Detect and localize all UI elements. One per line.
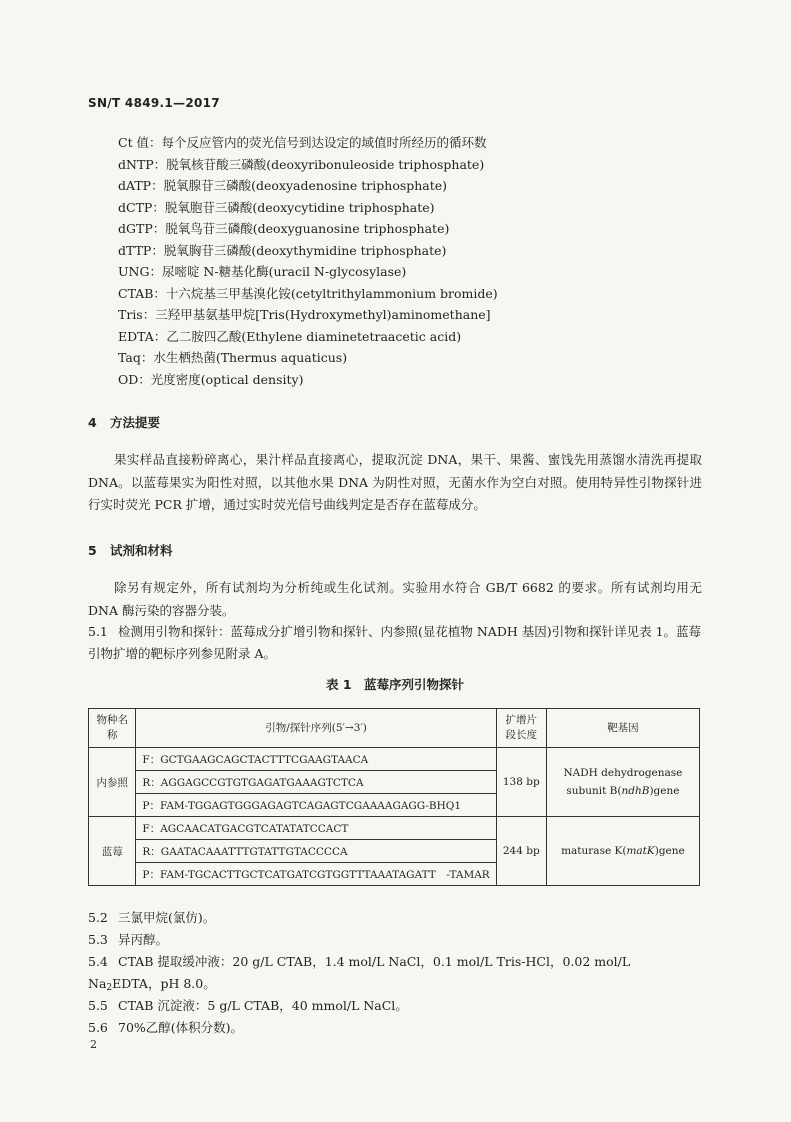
abbr-dctp: dCTP：脱氧胞苷三磷酸(deoxycytidine triphosphate)	[118, 199, 435, 215]
gene-italic: matK	[626, 845, 655, 857]
section-4-heading	[88, 413, 160, 431]
gene-line-2-italic: ndhB	[621, 785, 650, 797]
clause-5-1	[88, 621, 702, 665]
abbr-edta: EDTA：乙二胺四乙酸(Ethylene diaminetetraacetic acid)	[118, 328, 462, 344]
clause-5-6-text: 70%乙醇(体积分数)。	[118, 1020, 244, 1035]
table-1-caption: 表 1 蓝莓序列引物探针	[325, 677, 465, 692]
header-species: 物种名称	[89, 709, 136, 748]
header-sequence: 引物/探针序列(5′→3′)	[136, 709, 496, 748]
gene-prefix: maturase K(	[561, 845, 627, 857]
abbr-ct: Ct 值：每个反应管内的荧光信号到达设定的域值时所经历的循环数	[118, 135, 487, 150]
section-4-paragraph: 果实样品直接粉碎离心，果汁样品直接离心，提取沉淀 DNA，果干、果酱、蜜饯先用蒸馏水清洗再提取 DNA。以蓝莓果实为阳性对照，以其他水果 DNA 为阴性对照，无菌水作为空白对照。使用特异性引物探针进行实时荧光 PCR 扩增，通过实时荧光信号曲线判定是否存在蓝莓成分。	[88, 452, 702, 512]
section-5-title: 试剂和材料	[110, 543, 173, 558]
abbr-od: OD：光度密度(optical density)	[118, 371, 304, 387]
abbr-dttp: dTTP：脱氧胸苷三磷酸(deoxythymidine triphosphate)	[118, 242, 447, 258]
section-5-number: 5	[88, 543, 97, 558]
section-4-number: 4	[88, 415, 97, 430]
gene-line-1: NADH dehydrogenase	[563, 767, 683, 779]
abbreviation-list	[118, 132, 718, 390]
clause-5-1-text: 检测用引物和探针：蓝莓成分扩增引物和探针、内参照(显花植物 NADH 基因)引物和探针详见表 1。蓝莓引物扩增的靶标序列参见附录 A。	[88, 624, 702, 661]
section-4-title: 方法提要	[110, 415, 161, 430]
abbr-ung: UNG：尿嘧啶 N-糖基化酶(uracil N-glycosylase)	[118, 264, 407, 279]
table-header-row	[89, 709, 700, 748]
clause-5-2	[88, 907, 702, 929]
header-gene: 靶基因	[546, 709, 699, 748]
abbr-dntp: dNTP：脱氧核苷酸三磷酸(deoxyribonuleoside triphosphate)	[118, 156, 485, 172]
clause-5-2-text: 三氯甲烷(氯仿)。	[118, 910, 216, 925]
clause-5-6-number: 5.6	[88, 1020, 108, 1035]
sequence-cell: F：GCTGAAGCAGCTACTTTCGAAGTAACA	[136, 748, 496, 771]
sequence-cell: P：FAM-TGCACTTGCTCATGATCGTGGTTTAAATAGATT -TAMAR	[136, 863, 496, 886]
header-length: 扩增片段长度	[496, 709, 546, 748]
sequence-cell: F：AGCAACATGACGTCATATATCCACT	[136, 817, 496, 840]
gene-line-2-prefix: subunit B(	[566, 785, 622, 797]
species-blueberry: 蓝莓	[89, 817, 136, 886]
length-blueberry: 244 bp	[496, 817, 546, 886]
clause-5-5-text: CTAB 沉淀液：5 g/L CTAB，40 mmol/L NaCl。	[118, 998, 408, 1013]
gene-line-2-suffix: )gene	[649, 785, 680, 797]
gene-blueberry	[546, 817, 699, 886]
clause-5-5	[88, 995, 702, 1017]
section-5-heading	[88, 541, 173, 559]
doc-code: SN/T 4849.1—2017	[88, 96, 220, 110]
clause-5-1-number: 5.1	[88, 624, 108, 639]
section-5-paragraph: 除另有规定外，所有试剂均为分析纯或生化试剂。实验用水符合 GB/T 6682 的要求。所有试剂均用无 DNA 酶污染的容器分装。	[88, 580, 702, 618]
clause-5-4-subscript: 2	[106, 983, 113, 993]
table-row	[89, 748, 700, 771]
page-number: 2	[90, 1038, 97, 1051]
clause-5-6	[88, 1017, 702, 1039]
clause-5-4	[88, 951, 702, 999]
sequence-cell: P：FAM-TGGAGTGGGAGAGTCAGAGTCGAAAAGAGG-BHQ1	[136, 794, 496, 817]
gene-internal-control	[546, 748, 699, 817]
clause-5-5-number: 5.5	[88, 998, 108, 1013]
abbr-dgtp: dGTP：脱氧鸟苷三磷酸(deoxyguanosine triphosphate)	[118, 221, 450, 236]
clause-5-4-text-b: EDTA，pH 8.0。	[112, 976, 216, 991]
clause-5-2-number: 5.2	[88, 910, 108, 925]
primer-probe-table	[88, 708, 700, 886]
length-internal-control: 138 bp	[496, 748, 546, 817]
clause-5-3-number: 5.3	[88, 932, 108, 947]
sequence-cell: R：AGGAGCCGTGTGAGATGAAAGTCTCA	[136, 771, 496, 794]
abbr-taq: Taq：水生栖热菌(Thermus aquaticus)	[118, 350, 348, 365]
table-row	[89, 817, 700, 840]
clause-5-4-text-a: CTAB 提取缓冲液：20 g/L CTAB，1.4 mol/L NaCl，0.1 mol/L Tris-HCl，0.02 mol/L Na	[88, 954, 631, 991]
gene-suffix: )gene	[654, 845, 685, 857]
sequence-cell: R：GAATACAAATTTGTATTGTACCCCA	[136, 840, 496, 863]
species-internal-control: 内参照	[89, 748, 136, 817]
clause-5-4-number: 5.4	[88, 954, 108, 969]
abbr-ctab: CTAB：十六烷基三甲基溴化铵(cetyltrithylammonium bromide)	[118, 285, 498, 301]
clause-5-3	[88, 929, 702, 951]
abbr-tris: Tris：三羟甲基氨基甲烷[Tris(Hydroxymethyl)aminomethane]	[118, 307, 491, 322]
clause-5-3-text: 异丙醇。	[118, 932, 169, 947]
abbr-datp: dATP：脱氧腺苷三磷酸(deoxyadenosine triphosphate)	[118, 178, 448, 193]
